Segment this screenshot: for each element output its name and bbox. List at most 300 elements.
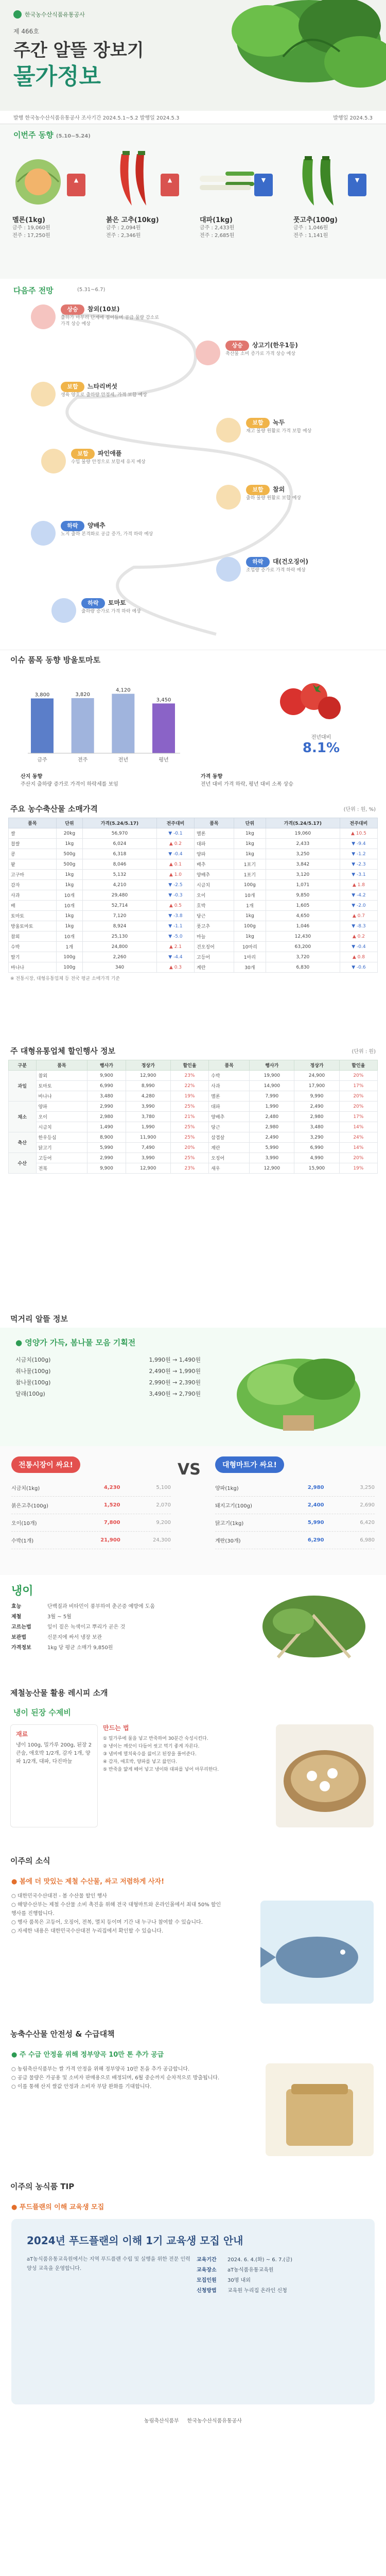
price-foot: ※ 전통시장, 대형유통업체 등 전국 평균 소매가격 기준 [10,976,120,981]
table-cell: 20kg [56,828,82,839]
mart-section [0,1041,386,1309]
weekly-section [0,124,386,279]
table-cell: ▲ 0.7 [340,911,377,921]
table-row [9,1163,378,1174]
table-cell: 1,046 [266,921,340,931]
shepherds-purse-image [257,1585,371,1673]
nextweek-row [31,382,164,415]
table-row [9,942,378,952]
table-cell: 10개 [56,901,82,911]
ingredient-line [11,1633,238,1643]
vs-item-price-a: 1,520 [103,1502,120,1508]
nextweek-item-desc: 출하가 마무리 단계에 접어들며 공급 물량 감소로 가격 상승 예상 [61,315,160,327]
table-cell: 15,900 [294,1163,339,1174]
vs-item-price-a: 2,400 [307,1502,324,1508]
trend-bar-label: 전년 [118,757,128,763]
table-cell: 10개 [56,890,82,901]
mart-title: 주 대형유통업체 할인행사 정보 (단위 : 원) [10,1046,376,1056]
table-cell: 3,480 [87,1091,126,1101]
table-cell: 100g [56,962,82,973]
table-cell: 23% [170,1071,208,1081]
table-cell: 8,990 [126,1081,170,1091]
table-cell: 24% [339,1132,377,1143]
table-cell: 풋고추 [195,921,234,931]
weekly-item-line: 전주 : 17,250원 [12,233,50,239]
table-cell: 56,970 [83,828,157,839]
table-cell: 2,980 [294,1112,339,1122]
policy-line: ○ 농림축산식품부는 쌀 가격 안정을 위해 정부양곡 10만 톤을 추가 공급합니다. [11,2066,190,2072]
nextweek-row [41,449,174,482]
table-cell: 23% [170,1163,208,1174]
vs-item-price-b: 6,980 [360,1537,375,1543]
vs-item [215,1532,375,1549]
vs-item-name: 오이(10개) [11,1521,37,1527]
nextweek-label: 다음주 전망 [13,286,54,295]
trend-bar-label: 평년 [159,757,169,763]
eats-title: 먹거리 알뜰 정보 [10,1314,68,1324]
nextweek-row [31,304,164,337]
edu-info-key: 신청방법 [197,2288,217,2294]
ingredient-value: 잎이 짙은 녹색이고 뿌리가 곧은 것 [47,1624,126,1630]
table-cell: 3,780 [126,1112,170,1122]
weekly-item-name: 붉은 고추(10kg) [106,216,159,224]
policy-line: ○ 이를 통해 산지 쌀값 안정과 소비자 부담 완화를 기대합니다. [11,2084,152,2090]
table-cell: ▼ -1.2 [340,849,377,859]
table-cell: 양파 [195,849,234,859]
table-cell: ▼ -0.3 [156,890,194,901]
edu-wrap [0,2177,386,2432]
table-cell: 토마토 [9,911,57,921]
table-cell: 방울토마토 [9,921,57,931]
table-cell: 24,800 [83,942,157,952]
table-cell: 100g [234,880,266,890]
rice-image [266,2063,374,2156]
vs-item [11,1479,171,1497]
table-cell: 11,900 [126,1132,170,1143]
table-cell: 한우등심 [36,1132,87,1143]
edu-section [0,2195,386,2432]
table-cell: 3,480 [294,1122,339,1132]
table-cell: 7,990 [250,1091,294,1101]
trend-bar-value: 3,800 [34,692,50,698]
nextweek-item-image [31,382,56,406]
recipe-steps: 만드는 법 ① 밀가루에 물을 넣고 반죽하여 30분간 숙성시킨다. ② 냉이는 깨끗이 다듬어 씻고 먹기 좋게 자른다. ③ 냄비에 멸치육수를 끓이고 된장을 풀어준다. ④ 감자, 애호박, 양파를 넣고 끓인다. ⑤ 반죽을 얇게 떼어 넣고 냉이와 대파를 넣어 마무리한다. [103,1724,273,1774]
nextweek-item-name: 양배추 [87,522,106,529]
edu-info-key: 교육장소 [197,2267,217,2273]
news-section-title: 이주의 소식 [10,1856,50,1866]
edu-footer-right: 한국농수산식품유통공사 [187,2418,242,2424]
mart-table-header: 정상가 [126,1060,170,1071]
table-cell: 1kg [56,870,82,880]
table-cell: ▲ 10.5 [340,828,377,839]
weekly-badge: ▼ [348,174,366,196]
table-cell: 오이 [36,1112,87,1122]
vs-item-price-a: 21,900 [100,1537,120,1543]
edu-banner [11,2219,375,2404]
table-cell: 5,990 [87,1143,126,1153]
vs-item-price-a: 7,800 [103,1520,120,1526]
edu-info-value: aT농식품유통교육원 [227,2267,274,2273]
weekly-item-line: 전주 : 2,346원 [106,233,141,239]
mart-cheap-tag: 대형마트가 싸요! [215,1456,284,1473]
vs-item-price-b: 2,690 [360,1502,375,1508]
table-cell: 2,980 [250,1122,294,1132]
eats-item-name: 시금치(100g) [15,1357,51,1363]
table-cell: 25% [170,1132,208,1143]
nextweek-item-desc: 축산물 소비 증가로 가격 상승 예상 [225,351,296,357]
news-body [0,1892,237,1936]
table-cell: 2,480 [250,1112,294,1122]
vs-item-price-b: 24,300 [153,1537,171,1543]
table-row [9,931,378,942]
green-pepper-image [288,149,350,211]
table-cell: 2,980 [87,1112,126,1122]
nextweek-item-desc: 재고 물량 원활로 가격 보합 예상 [246,429,312,434]
nextweek-item-desc: 생육 양호로 출하량 안정세, 가격 보합 예상 [61,393,147,398]
table-cell: 6,024 [83,839,157,849]
table-cell: 8,924 [83,921,157,931]
seafood-image [260,1901,374,2004]
table-cell: 2,433 [266,839,340,849]
nextweek-tag: 보합 [61,382,84,392]
edu-headline: ● 푸드플랜의 이해 교육생 모집 [11,2204,104,2211]
nextweek-row [51,598,184,631]
table-cell: 9,900 [87,1163,126,1174]
eats-item-name: 달래(100g) [15,1391,45,1397]
table-cell: ▲ 0.1 [156,859,194,870]
edu-info [197,2255,361,2296]
price-table-header: 가격(5.24/5.17) [83,818,157,828]
table-cell: 12,900 [250,1163,294,1174]
edu-info-key: 교육기간 [197,2257,217,2263]
table-cell: ▲ 0.3 [156,962,194,973]
trend-bar-label: 금주 [37,757,47,763]
table-cell: 찹쌀 [9,839,57,849]
table-cell: 3,120 [266,870,340,880]
price-table-header: 품목 [9,818,57,828]
nextweek-item-name: 참외(10보) [87,306,120,313]
trend-kpi-value: 8.1% [302,740,340,756]
edu-info-value: 30명 내외 [227,2278,251,2283]
table-cell: 6,318 [83,849,157,859]
table-row [9,890,378,901]
mart-table-header: 행사가 [87,1060,126,1071]
table-cell: 7,120 [83,911,157,921]
table-cell: 10개 [56,931,82,942]
nextweek-item-desc: 수입 물량 안정으로 보합세 유지 예상 [71,460,146,465]
trend-bar [31,699,54,753]
table-cell: 바나나 [36,1091,87,1101]
trend-bar [152,703,175,753]
table-cell: 1kg [56,880,82,890]
edu-info-value: 교육원 누리집 온라인 신청 [227,2288,287,2294]
weekly-item-line: 금주 : 2,094원 [106,225,141,231]
table-cell: 오이 [195,890,234,901]
table-cell: 3,990 [250,1153,294,1163]
table-cell: 19% [339,1163,377,1174]
vs-item [11,1514,171,1532]
table-cell: 당근 [209,1122,250,1132]
table-cell: 9,990 [294,1091,339,1101]
trend-bar-value: 3,450 [156,697,171,703]
table-cell: 대파 [209,1101,250,1112]
nextweek-item-name: 대(건오징어) [273,558,308,565]
weekly-item-line: 금주 : 19,060원 [12,225,50,231]
table-cell: 30개 [234,962,266,973]
table-cell: ▼ -0.4 [340,942,377,952]
table-cell: 멜론 [195,828,234,839]
table-row [9,870,378,880]
nextweek-section [0,279,386,650]
nextweek-item-name: 상고기(한우1등) [252,342,298,349]
news-section [0,1870,386,2024]
nextweek-row [196,341,328,374]
nextweek-item-image [216,418,241,443]
table-cell: 63,200 [266,942,340,952]
mart-group-label: 채소 [9,1101,37,1132]
table-cell: 12,900 [126,1163,170,1174]
table-cell: 500g [56,849,82,859]
edu-info-line [197,2276,361,2286]
table-cell: 29,480 [83,890,157,901]
edu-footer [11,2416,375,2424]
nextweek-item-name: 파인애플 [98,450,122,457]
vs-item-name: 계란(30개) [215,1538,241,1544]
eats-row [15,1366,201,1377]
nextweek-row [216,485,349,518]
table-cell: 12,900 [126,1071,170,1081]
table-cell: 감자 [9,880,57,890]
table-cell: 9,850 [266,890,340,901]
ingredient-section [0,1575,386,1683]
price-table-header: 단위 [56,818,82,828]
news-line: ○ 대한민국수산대전 - 봄 수산물 할인 행사 [11,1893,107,1899]
vs-item [11,1532,171,1549]
ingredient-key: 보관법 [11,1635,26,1640]
table-row [9,1132,378,1143]
table-cell: ▲ 0.2 [340,931,377,942]
nextweek-item-desc: 출하 물량 원활로 보합 예상 [246,496,302,501]
trend-title: 이슈 품목 동향 방울토마토 [10,655,101,665]
vs-mark: VS [178,1461,201,1479]
price-table-header: 품목 [195,818,234,828]
table-cell: ▲ 1.0 [156,870,194,880]
table-row [9,952,378,962]
mart-table-header: 품목 [209,1060,250,1071]
weekly-item [101,149,188,267]
table-cell: 6,990 [294,1143,339,1153]
table-row [9,901,378,911]
table-cell: 6,990 [87,1081,126,1091]
table-cell: 계란 [195,962,234,973]
table-cell: 닭고기 [36,1143,87,1153]
table-cell: 500g [56,859,82,870]
table-row [9,1101,378,1112]
trend-bar-value: 4,120 [116,687,131,693]
edu-footer-left: 농림축산식품부 [144,2418,179,2424]
trend-section [0,650,386,799]
table-cell: 19,060 [266,828,340,839]
table-cell: 사과 [9,890,57,901]
table-cell: ▲ 0.2 [156,839,194,849]
vs-item-name: 붉은고추(100g) [11,1503,48,1509]
table-cell: 8,046 [83,859,157,870]
table-cell: 24,900 [294,1071,339,1081]
vs-item-price-b: 9,200 [156,1520,171,1526]
table-row [9,1091,378,1101]
table-cell: 1kg [234,911,266,921]
price-title: 주요 농수축산물 소매가격 (단위 : 원, %) [10,804,376,814]
meta-bar [0,111,386,124]
eats-row [15,1354,201,1366]
vs-item-price-b: 2,070 [156,1502,171,1508]
ingredient-info [11,1602,238,1653]
table-cell: 쌀 [9,828,57,839]
vs-item-price-a: 5,990 [307,1520,324,1526]
trend-bar [112,694,134,753]
mart-group-label: 수산 [9,1153,37,1174]
eats-item-price: 1,990원 → 1,490원 [149,1357,201,1363]
mart-group-label: 축산 [9,1132,37,1153]
table-cell: 1,990 [126,1122,170,1132]
table-cell: 20% [339,1071,377,1081]
table-cell: 건오징어 [195,942,234,952]
sujebi-image [276,1724,374,1827]
weekly-item [195,149,282,267]
mart-group-label: 과일 [9,1071,37,1101]
nextweek-item-name: 녹두 [273,419,285,426]
table-cell: ▲ 2.1 [156,942,194,952]
recipe-step: ② 냉이는 깨끗이 다듬어 씻고 먹기 좋게 자른다. [103,1744,200,1749]
table-cell: 20% [339,1153,377,1163]
table-cell: 고등어 [195,952,234,962]
table-cell: 14% [339,1122,377,1132]
weekly-item-line: 전주 : 1,141원 [293,233,328,239]
table-cell: ▲ 1.8 [340,880,377,890]
trend-kpi-caption: 전년대비 [311,735,331,740]
org-logo-icon [13,10,22,19]
table-cell: 팥 [9,859,57,870]
mart-table-header: 행사가 [250,1060,294,1071]
table-cell: 2,990 [87,1101,126,1112]
edu-info-line [197,2286,361,2296]
ingredient-line [11,1612,238,1622]
table-cell: ▼ -0.1 [156,828,194,839]
table-cell: 8,900 [87,1132,126,1143]
table-cell: 멜론 [209,1091,250,1101]
table-cell: 3,842 [266,859,340,870]
price-table [8,818,378,973]
table-cell: ▼ -3.1 [340,870,377,880]
nextweek-row [216,557,349,590]
nextweek-item-image [51,598,76,623]
table-cell: 고등어 [36,1153,87,1163]
weekly-item [288,149,376,267]
table-row [9,1122,378,1132]
vs-item-price-a: 6,290 [307,1537,324,1543]
table-cell: 5,132 [83,870,157,880]
policy-section-title: 농축수산물 안전성 & 수급대책 [10,2029,115,2039]
cherry-tomato-image [273,671,345,727]
edu-banner-desc: aT농식품유통교육원에서는 지역 푸드플랜 수립 및 실행을 위한 전문 인력 양성 교육을 운영합니다. [27,2257,190,2272]
table-cell: 100g [234,921,266,931]
table-cell: 1kg [56,921,82,931]
recipe-step: ⑤ 반죽을 얇게 떼어 넣고 냉이와 대파를 넣어 마무리한다. [103,1767,219,1772]
ingredient-value: 1kg 당 평균 소매가 9,850원 [47,1645,113,1651]
table-cell: 시금치 [36,1122,87,1132]
red-pepper-image [101,149,163,211]
mart-table-header: 할인율 [339,1060,377,1071]
nextweek-tag: 하락 [81,598,105,608]
weekly-item-name: 멜론(1kg) [12,216,45,224]
vs-item-price-a: 2,980 [307,1485,324,1490]
table-cell: 마늘 [195,931,234,942]
table-cell: 52,714 [83,901,157,911]
trend-bar [72,698,94,753]
table-cell: 3,290 [294,1132,339,1143]
trend-bar-chart [21,676,185,769]
weekly-item-name: 대파(1kg) [200,216,233,224]
nextweek-item-name: 느타리버섯 [87,383,117,390]
nextweek-sub: (5.31~6.7) [77,287,106,293]
recipe-step: ① 밀가루에 물을 넣고 반죽하여 30분간 숙성시킨다. [103,1736,208,1741]
table-cell: ▼ -9.4 [340,839,377,849]
policy-wrap [0,2024,386,2177]
vs-item-price-a: 4,230 [103,1485,120,1490]
title-line-2: 물가정보 [13,63,101,90]
weekly-item-line: 전주 : 2,685원 [200,233,235,239]
nextweek-row [216,418,349,451]
price-table-header: 가격(5.24/5.17) [266,818,340,828]
vs-item [215,1497,375,1514]
weekly-item-name: 풋고추(100g) [293,216,338,224]
policy-headline: ● 주 수급 안정을 위해 정부양곡 10만 톤 추가 공급 [11,2051,164,2059]
trend-bar-label: 전주 [78,757,88,763]
eats-item-name: 참나물(100g) [15,1379,51,1386]
recipe-step: ④ 감자, 애호박, 양파를 넣고 끓인다. [103,1759,177,1765]
eats-headline: ● 영양가 가득, 봄나물 모음 기획전 [15,1338,136,1347]
ingredient-value: 신문지에 싸서 냉장 보관 [47,1635,102,1640]
table-cell: 1포기 [234,859,266,870]
ingredient-line [11,1643,238,1653]
nextweek-row [31,521,164,554]
table-cell: 배 [9,901,57,911]
table-cell: 참외 [36,1071,87,1081]
table-cell: 1kg [56,839,82,849]
market-vs-section [0,1446,386,1575]
table-cell: 새우 [209,1163,250,1174]
table-cell: ▼ -0.6 [340,962,377,973]
news-line: ○ 자세한 내용은 대한민국수산대전 누리집에서 확인할 수 있습니다. [11,1928,163,1934]
nextweek-tag: 상승 [61,304,84,315]
table-cell: 7,490 [126,1143,170,1153]
vs-item-price-b: 3,250 [360,1485,375,1490]
table-cell: 오징어 [209,1153,250,1163]
weekly-item [7,149,95,267]
table-row [9,921,378,931]
weekly-badge: ▼ [254,174,273,196]
table-cell: 25,130 [83,931,157,942]
table-cell: 시금치 [195,880,234,890]
vs-item-name: 닭고기(1kg) [215,1521,244,1527]
table-cell: ▼ -3.8 [156,911,194,921]
table-cell: ▼ -5.0 [156,931,194,942]
eats-row [15,1388,201,1400]
vs-item-name: 시금치(1kg) [11,1486,40,1492]
vs-item-price-b: 5,100 [156,1485,171,1490]
table-cell: 25% [170,1153,208,1163]
table-row [9,962,378,973]
